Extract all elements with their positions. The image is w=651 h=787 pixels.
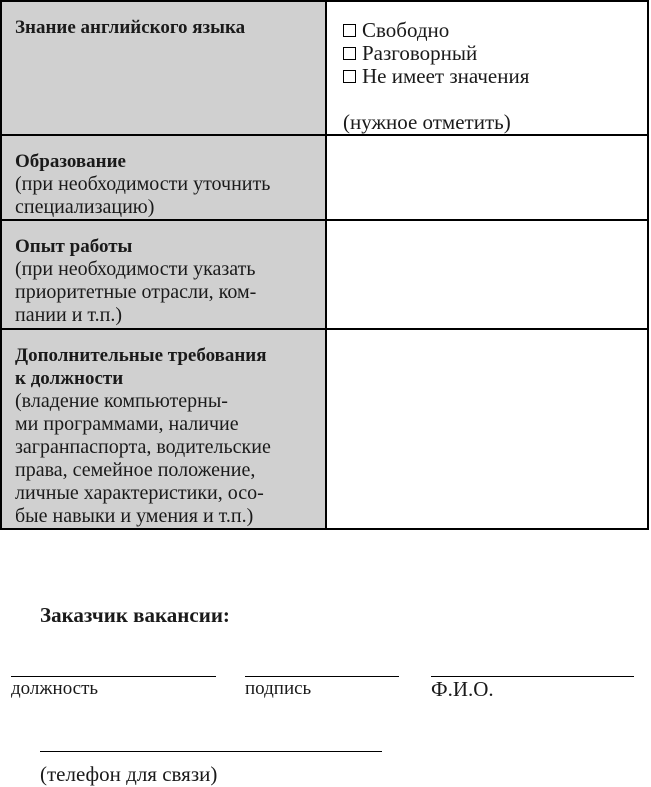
row-subtitle: специализацию) bbox=[15, 196, 155, 218]
phone-label: (телефон для связи) bbox=[40, 762, 218, 786]
row-title: к должности bbox=[15, 368, 124, 389]
option-fluent[interactable]: Свободно bbox=[343, 19, 647, 42]
education-input-cell[interactable] bbox=[326, 135, 648, 220]
row-subtitle: приоритетные отрасли, ком- bbox=[15, 281, 257, 303]
phone-line[interactable] bbox=[40, 751, 382, 752]
signature-label: подпись bbox=[245, 678, 312, 699]
checkbox-icon[interactable] bbox=[343, 24, 356, 37]
option-not-important[interactable]: Не имеет значения bbox=[343, 65, 647, 88]
row-subtitle: (при необходимости указать bbox=[15, 258, 256, 280]
row-subtitle: (владение компьютерны- bbox=[15, 390, 228, 412]
row-subtitle: пании и т.п.) bbox=[15, 304, 122, 326]
label-cell bbox=[1, 220, 326, 329]
row-title: Дополнительные требования bbox=[15, 345, 267, 366]
name-label: Ф.И.О. bbox=[431, 677, 494, 701]
position-line[interactable] bbox=[11, 676, 216, 677]
row-subtitle: личные характеристики, осо- bbox=[15, 482, 264, 504]
row-title: Образование bbox=[15, 151, 126, 172]
row-title: Опыт работы bbox=[15, 236, 133, 257]
checkbox-icon[interactable] bbox=[343, 47, 356, 60]
signature-line[interactable] bbox=[245, 676, 399, 677]
row-subtitle: (при необходимости уточнить bbox=[15, 173, 271, 195]
row-subtitle: бые навыки и умения и т.п.) bbox=[15, 505, 254, 527]
english-options-cell bbox=[326, 1, 648, 135]
row-subtitle: ми программами, наличие bbox=[15, 413, 239, 435]
row-experience bbox=[1, 220, 648, 329]
checkbox-icon[interactable] bbox=[343, 70, 356, 83]
label-cell bbox=[1, 1, 326, 135]
row-subtitle: загранпаспорта, водительские bbox=[15, 436, 271, 458]
label-cell bbox=[1, 135, 326, 220]
row-subtitle: права, семейное положение, bbox=[15, 459, 256, 481]
option-conversational[interactable]: Разговорный bbox=[343, 42, 647, 65]
row-additional bbox=[1, 329, 648, 529]
position-label: должность bbox=[11, 678, 99, 699]
additional-input-cell[interactable] bbox=[326, 329, 648, 529]
label-cell bbox=[1, 329, 326, 529]
note-text: (нужное отметить) bbox=[343, 110, 511, 134]
row-education bbox=[1, 135, 648, 220]
row-english bbox=[1, 1, 648, 135]
experience-input-cell[interactable] bbox=[326, 220, 648, 329]
row-title: Знание английского языка bbox=[15, 17, 246, 38]
client-heading: Заказчик вакансии: bbox=[40, 603, 230, 627]
